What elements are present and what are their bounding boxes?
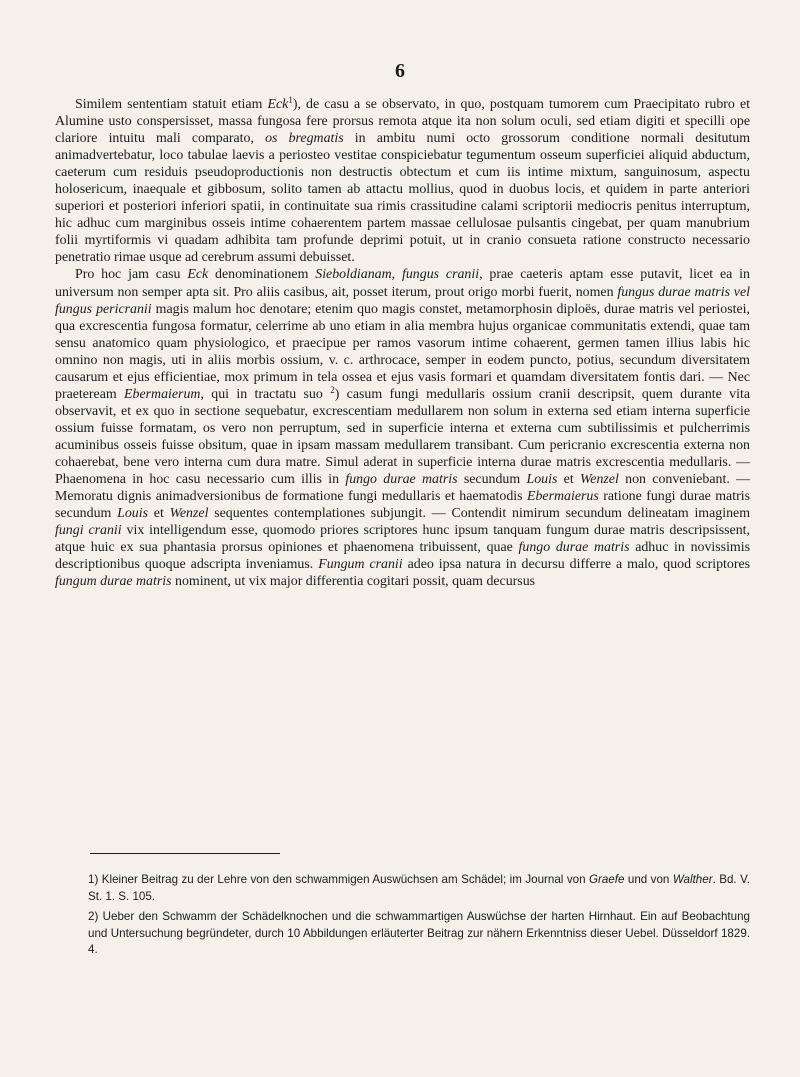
italic-text: Ebermaierus	[527, 489, 599, 505]
page-number: 6	[395, 60, 405, 82]
text-run: Pro hoc jam casu	[75, 267, 188, 283]
text-run: Similem sententiam statuit etiam	[75, 97, 268, 112]
text-run: adeo ipsa natura in decursu differre a malo, quod scriptores	[402, 557, 751, 573]
italic-text: Ebermaierum	[124, 386, 201, 402]
text-run: ratione fungi durae matris secundum	[55, 489, 750, 522]
paragraph	[55, 266, 750, 590]
text-run: et	[557, 472, 580, 488]
italic-text: Fungum cranii	[318, 557, 403, 573]
paragraph	[55, 96, 750, 266]
text-run: vix intelligendum esse, quomodo priores scriptores hunc ipsum tanquam fungum durae matris descripsissent, atque huic ex sua phantasia prorsus opiniones et phaenomena tribuissent, quae	[55, 523, 751, 556]
italic-text: Wenzel	[580, 472, 619, 488]
text-run: ,	[391, 267, 402, 283]
italic-text: fungi cranii	[55, 523, 122, 539]
text-run: . Bd. V. St. 1. S. 105.	[88, 873, 750, 903]
italic-text: fungum durae matris	[55, 574, 172, 590]
text-run: und von	[624, 873, 673, 886]
italic-text: Eck	[187, 267, 209, 283]
footnotes	[88, 872, 750, 963]
italic-text: Louis	[117, 506, 148, 522]
italic-text: Graefe	[588, 873, 625, 886]
text-run: sequentes contemplationes subjungit. — Contendit nimirum secundum delineatam imaginem	[208, 506, 750, 522]
footnote-marker: 1	[288, 95, 293, 105]
body-text	[55, 96, 750, 590]
text-run: denominationem	[208, 267, 316, 283]
text-run: magis malum hoc denotare; etenim quo magis constet, metamorphosin diploës, durae matris vel periostei, qua excrescentia fungosa formatur, celerrime ab uno etiam in alia membra hujus organicae communitatis extendi, quae tam sensu anatomico quam physiologico, et praecipue per ramos vasorum intime cohaerent, germen tamen illius labis hic omnino non magis, uti in aliis morbis ossium, v. c. arthrocace, semper in eodem puncto, potius, secundum diversitatem causarum et ejus efficientiae, mox primum in tela ossea et ejus vasis formari et quamdam diversitatem fontis dari. — Nec praeteream	[55, 301, 750, 402]
text-run: in ambitu numi octo grossorum conditione normali desitutum animadvertebatur, loco tabulae laevis a periosteo vestitae conspiciebatur tegumentum osseum superficiei aliquid abductum, caeterum cum residuis pseudoproductionis non destructis obtectum et cum iis intime mixtum, sanguinosum, aspectu holosericum, inaequale et gibbosum, solito tamen ab attactu mollius, quod in duobus locis, et quidem in parte anteriori superiori et posteriori inferiori spatii, in continuitate sua rimis crassitudine calami scriptorii mediocris penitus interruptum, hic adhuc cum marginibus osseis intime cohaerentem partem massae cellulosae pulsantis cingebat, per quam manubrium folii myrtiformis vi quadam adhibita tam profunde deprimi potuit, ut in cranio consueta ratione constructo necessario penetratio rimae usque ad cerebrum assumi debuisset.	[55, 131, 751, 266]
text-run: et	[148, 506, 170, 522]
text-run: adhuc in novissimis descriptionibus quoque adscripta inveniamus.	[55, 540, 751, 573]
italic-text: os bregmatis	[265, 131, 344, 147]
text-run: nominent, ut vix major differentia cogitari possit, quam decursus	[171, 574, 536, 590]
italic-text: Louis	[526, 472, 558, 488]
italic-text: fungus durae matris vel fungus pericranii	[55, 284, 750, 317]
italic-text: fungus cranii	[402, 267, 480, 283]
text-run: 2) Ueber den Schwamm der Schädelknochen und die schwammartigen Auswüchse der harten Hirnhaut. Ein auf Beobachtung und Untersuchung begründeter, durch 10 Abbildungen erläuterter Beitrag zur nähern Erkenntniss dieser Uebel. Düsseldorf 1829. 4.	[88, 910, 750, 957]
italic-text: Sieboldianam	[315, 267, 392, 283]
italic-text: Wenzel	[169, 506, 209, 522]
italic-text: Eck	[267, 97, 289, 112]
text-run: ) casum fungi medullaris ossium cranii descripsit, quem durante vita observavit, et ex quo in sectione sequebatur, excrescentiam medullarem non solum in externa sed etiam interna superficie ossium fuisse formatam, os vero non perruptum, sed in superficie interna et externa cum subtilissimis et pulcherrimis acuminibus osseis fuisse obsitum, quae in ipsam massam medullarem transibant. Cum pericranio excrescentia externa non cohaerebat, bene vero interna cum dura matre. Simul aderat in superficie interna durae matris excrescentia medullaris. — Phaenomena in hoc casu necessario cum illis in	[55, 386, 750, 488]
text-run: secundum	[457, 472, 527, 488]
text-run: , prae caeteris aptam esse putavit, licet ea in universum non semper apta sit. Pro aliis casibus, ait, posset iterum, prout origo morbi fuerit, nomen	[55, 267, 750, 300]
italic-text: Walther	[672, 873, 713, 886]
text-run: , qui in tractatu suo	[200, 386, 331, 402]
text-run: 1) Kleiner Beitrag zu der Lehre von den schwammigen Auswüchsen am Schädel; im Journal von	[88, 873, 589, 886]
footnote-marker: 2	[330, 384, 335, 395]
footnote	[88, 872, 750, 905]
footnote	[88, 909, 750, 959]
italic-text: fungo durae matris	[518, 540, 630, 556]
footnote-separator	[90, 853, 280, 854]
italic-text: fungo durae matris	[345, 472, 458, 488]
text-run: ), de casu a se observato, in quo, postquam tumorem cum Praecipitato rubro et Alumine usto conspersisset, massa fungosa fere prorsus remota atque ita non solum oculi, sed etiam digiti et specilli ope clariore intuitu mali comparato,	[55, 97, 750, 147]
text-run: non conveniebant. — Memoratu dignis animadversionibus de formatione fungi medullaris et haematodis	[55, 472, 751, 505]
